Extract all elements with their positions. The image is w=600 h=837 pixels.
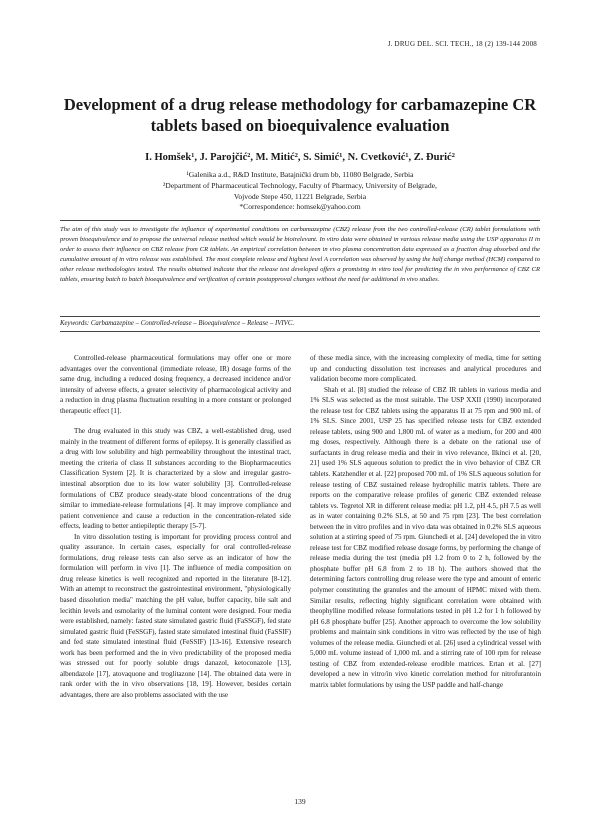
paragraph: Shah et al. [8] studied the release of CBZ IR tablets in various media and 1% SLS was selected as the most suitable. The USP XXII (1990) incorporated the release test for CBZ tablets using the apparatus II at 75 rpm and 900 mL of 1% SLS. Since 2001, USP 25 has specified release tests for CBZ extended release tablets, using 900 and 1,800 mL of water as a medium, for 200 and 400 mg doses, respectively. Although there is a debate on the rational use of surfactants in drug release media and their in vivo relevance, Ilkinci et al. [20, 21] used 1% SLS aqueous solution to predict the in vivo behavior of CBZ CR tablets. Katzhendler et al. [22] proposed 700 mL of 1% SLS aqueous solution for release testing of CBZ sustained release hydrophilic matrix tablets. There are reports on the comparative release profiles of generic CBZ extended release tablets vs. Tegretol XR in different release media: pH 1.2, pH 4.5, pH 7.5 as well as in water containing 0.2% SLS, at 50 and 75 rpm [23]. The best correlation between the in vitro profiles and in vivo data was obtained in 0.2% SLS aqueous solution at a stirring speed of 75 rpm. Giunchedi et al. [24] developed the in vitro release test for CBZ modified release dosage forms, by performing the change of release media during the test (media pH 1.2 from 0 to 2 h, followed by the phosphate buffer pH 6.8 from 2 to 18 h). The authors showed that the determining factors controlling drug release were the type and amount of enteric polymer constituting the granules and the amount of HPMC mixed with them. Similar results, reflecting highly significant correlation were obtained with theophylline modified release formulations tested in pH 1.2 for 1 h followed by pH 6.8 phosphate buffer [25]. Another approach to overcome the low solubility problems and maintain sink conditions in vitro was reflected by the use of high volumes of the release media. Giunchedi et al. [26] used a cylindrical vessel with 5,000 mL volume instead of 1,000 mL and a stirring rate of 100 rpm for release testing of CBZ from extended-release erodible matrices. Ertan et al. [27] developed a new in vitro/in vivo kinetic correlation method for nitrofurantoin matrix tablet formulations by using the USP paddle and half-change [310, 385, 541, 689]
correspondence-email: *Correspondence: homsek@yahoo.com [239, 202, 361, 212]
left-column [60, 353, 291, 701]
divider [60, 316, 540, 317]
page-number: 139 [294, 797, 306, 806]
right-column [310, 353, 541, 691]
divider [60, 220, 540, 221]
paragraph: Controlled-release pharmaceutical formulations may offer one or more advantages over the conventional (immediate release, IR) dosage forms of the same drug, including a reduced dosing frequency, a decreased incidence and/or intensity of adverse effects, a greater selectivity of pharmacological activity and a reduction in drug plasma fluctuation resulting in a more constant or prolonged therapeutic effect [1]. [60, 354, 291, 415]
paragraph: In vitro dissolution testing is important for providing process control and quality assurance. In certain cases, especially for oral controlled-release formulations, drug release tests can also serve as an indicator of how the formulation will perform in vivo [1]. The influence of media composition on drug release kinetics is well recognized and reported in the literature [8-12]. With an attempt to reconstruct the gastrointestinal environment, "physiologically based dissolution media" matching the pH value, buffer capacity, bile salt and lecithin levels and osmolarity of the luminal content were designed. Four media were established, namely: fasted state simulated gastric fluid (FaSSGF), fed state simulated gastric fluid (FeSSGF), fasted state simulated intestinal fluid (FaSSIF) and fed state simulated intestinal fluid (FeSSIF) [13-16]. Extensive research work has been performed and the in vivo predictability of the proposed media was stressed out for poorly soluble drugs danazol, ketoconazole [13], albendazole [17], atovaquone and troglitazone [14]. The obtained data were in rank order with the in vivo observations [18, 19]. However, besides certain advantages, there are also problems associated with the use [60, 532, 291, 699]
paragraph: of these media since, with the increasing complexity of media, time for setting up and conducting dissolution test increases and analytical procedures and validation become more complicated. [310, 354, 541, 384]
divider [60, 331, 540, 332]
author-list: I. Homšek¹, J. Parojčić², M. Mitić², S. Simić¹, N. Cvetković¹, Z. Đurić² [145, 152, 455, 163]
affiliations [60, 170, 540, 213]
paper-title: Development of a drug release methodology for carbamazepine CR tablets based on bioequivalence evaluation [63, 95, 537, 135]
affiliation-line: ¹Galenika a.d., R&D Institute, Batajnički drum bb, 11080 Belgrade, Serbia [186, 170, 414, 179]
keywords: Keywords: Carbamazepine – Controlled-release – Bioequivalence – Release – IVIVC. [60, 320, 295, 327]
abstract: The aim of this study was to investigate the influence of experimental conditions on carbamazepine (CBZ) release from the two controlled-release (CR) tablet formulations with proven bioequivalence and to propose the universal release method which would be bioirelevant. In vitro data were obtained in various release media using the USP apparatus II in order to assess their influence on CBZ release from CR tablets. An empirical correlation between in vivo plasma concentration data expressed as a fraction drug absorbed and the cumulative amount of in vitro release was established. The most complete release and highest level A correlation was observed by using the half change method (HCM) compared to other release methodologies tested. The results obtained indicate that the release test developed offers a promising in vitro tool for predicting the in vivo performance of CBZ CR tablets, ensuring batch to batch bioequivalence and verification of certain postapproval changes without the need for additional in vivo studies. [60, 226, 540, 283]
journal-header: J. DRUG DEL. SCI. TECH., 18 (2) 139-144 2008 [387, 40, 537, 48]
affiliation-line: ²Department of Pharmaceutical Technology, Faculty of Pharmacy, University of Belgrade, [163, 180, 437, 190]
affiliation-line: Vojvode Stepe 450, 11221 Belgrade, Serbia [233, 191, 367, 201]
paragraph: The drug evaluated in this study was CBZ, a well-established drug, used mainly in the treatment of different forms of epilepsy. It is generally classified as a drug with low solubility and high permeability throughout the intestinal tract, meeting the criteria of class II substances according to the Biopharmaceutics Classification System [2]. It is characterized by a slow and irregular gastro-intestinal absorption due to its low water solubility [3]. Controlled-release formulations of CBZ produce steady-state blood concentrations of the drug similar to immediate-release formulations [4]. It may improve compliance and patient convenience and cause a reduction in the concentration-related side effects, leading to better antiepileptic therapy [5-7]. [60, 427, 291, 531]
